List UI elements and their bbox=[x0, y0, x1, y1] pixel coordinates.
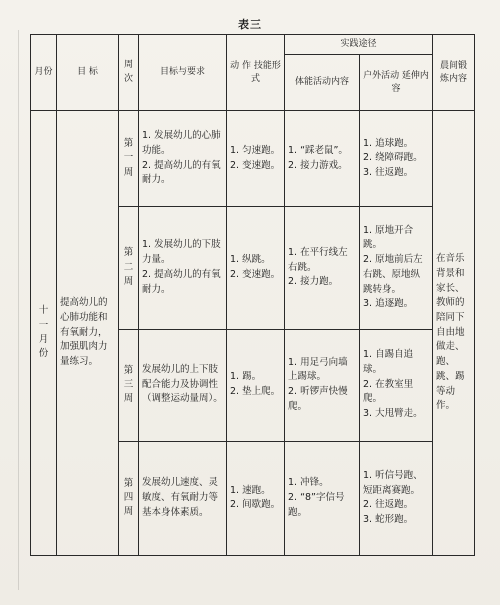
week-cell: 第四周 bbox=[119, 441, 139, 555]
header-morning: 晨间锻炼内容 bbox=[433, 35, 475, 111]
physical-cell bbox=[285, 111, 360, 207]
outdoor-cell bbox=[360, 207, 433, 329]
action-item: 1. 踢。 bbox=[230, 371, 262, 383]
action-item: 2. 间歇跑。 bbox=[230, 499, 281, 511]
requirement-item: 发展幼儿的上下肢配合能力及协调性（调整运动量周）。 bbox=[142, 364, 223, 405]
morning-cell: 在音乐背景和家长、教师的陪同下自由地做走、跑、跳、踢等动作。 bbox=[433, 111, 475, 556]
physical-item: 1. 在平行线左右跳。 bbox=[288, 246, 348, 273]
header-practice: 实践途径 bbox=[285, 35, 433, 55]
outdoor-item: 3. 大甩臂走。 bbox=[363, 408, 423, 420]
action-cell bbox=[227, 111, 285, 207]
action-item: 2. 变速跑。 bbox=[230, 268, 281, 280]
physical-item: 2. 接力游戏。 bbox=[288, 159, 348, 171]
requirement-item: 1. 发展幼儿的心肺功能。 bbox=[142, 130, 221, 156]
action-item: 1. 匀速跑。 bbox=[230, 144, 281, 156]
outdoor-item: 1. 听信号跑、短距离赛跑。 bbox=[363, 469, 423, 496]
physical-item: 1. “踩老鼠”。 bbox=[288, 144, 348, 156]
outdoor-cell bbox=[360, 441, 433, 555]
week-cell: 第一周 bbox=[119, 111, 139, 207]
month-cell: 十一月份 bbox=[31, 111, 57, 556]
header-goal: 目 标 bbox=[57, 35, 119, 111]
action-item: 2. 变速跑。 bbox=[230, 159, 281, 171]
physical-item: 2. 接力跑。 bbox=[288, 276, 339, 288]
requirements-cell bbox=[139, 441, 227, 555]
outdoor-item: 1. 原地开合跳。 bbox=[363, 224, 414, 251]
requirements-cell bbox=[139, 329, 227, 441]
action-cell bbox=[227, 441, 285, 555]
outdoor-cell bbox=[360, 329, 433, 441]
header-month: 月份 bbox=[31, 35, 57, 111]
outdoor-item: 2. 往返跑。 bbox=[363, 499, 414, 511]
action-item: 1. 纵跳。 bbox=[230, 254, 271, 266]
requirements-cell bbox=[139, 207, 227, 329]
physical-item: 2. 听锣声快慢爬。 bbox=[288, 386, 348, 412]
requirements-cell bbox=[139, 111, 227, 207]
requirement-item: 发展幼儿速度、灵敏度、有氧耐力等基本身体素质。 bbox=[142, 477, 219, 518]
outdoor-item: 3. 蛇形跑。 bbox=[363, 514, 414, 526]
action-cell bbox=[227, 329, 285, 441]
physical-cell bbox=[285, 329, 360, 441]
outdoor-item: 3. 追逐跑。 bbox=[363, 298, 414, 310]
goal-cell: 提高幼儿的心肺功能和有氧耐力，加强肌肉力量练习。 bbox=[57, 111, 119, 556]
action-cell bbox=[227, 207, 285, 329]
requirement-item: 2. 提高幼儿的有氧耐力。 bbox=[142, 159, 221, 186]
table-row bbox=[31, 111, 475, 207]
physical-cell bbox=[285, 207, 360, 329]
header-week: 周次 bbox=[119, 35, 139, 111]
requirement-item: 2. 提高幼儿的有氧耐力。 bbox=[142, 268, 221, 295]
binding-shadow bbox=[18, 30, 19, 590]
action-item: 2. 垫上爬。 bbox=[230, 386, 281, 398]
week-cell: 第三周 bbox=[119, 329, 139, 441]
outdoor-item: 2. 绕障碍跑。 bbox=[363, 152, 423, 164]
outdoor-item: 1. 自踢自追球。 bbox=[363, 349, 414, 376]
outdoor-item: 2. 原地前后左右跳、原地纵跳转身。 bbox=[363, 254, 423, 295]
activity-plan-table bbox=[30, 34, 475, 556]
action-item: 1. 速跑。 bbox=[230, 484, 271, 496]
physical-cell bbox=[285, 441, 360, 555]
physical-item: 1. 用足弓向墙上踢球。 bbox=[288, 356, 348, 383]
requirement-item: 1. 发展幼儿的下肢力量。 bbox=[142, 239, 221, 266]
header-physical: 体能活动内容 bbox=[285, 55, 360, 111]
table-title: 表三 bbox=[238, 18, 262, 31]
outdoor-item: 3. 往返跑。 bbox=[363, 167, 414, 179]
outdoor-cell bbox=[360, 111, 433, 207]
outdoor-item: 1. 追球跑。 bbox=[363, 137, 414, 149]
header-action: 动 作 技能形式 bbox=[227, 35, 285, 111]
physical-item: 1. 冲锋。 bbox=[288, 477, 329, 489]
physical-item: 2. “8”字信号跑。 bbox=[288, 492, 345, 518]
week-cell: 第二周 bbox=[119, 207, 139, 329]
header-outdoor: 户外活动 延伸内容 bbox=[360, 55, 433, 111]
header-requirements: 目标与要求 bbox=[139, 35, 227, 111]
outdoor-item: 2. 在教室里爬。 bbox=[363, 378, 414, 405]
